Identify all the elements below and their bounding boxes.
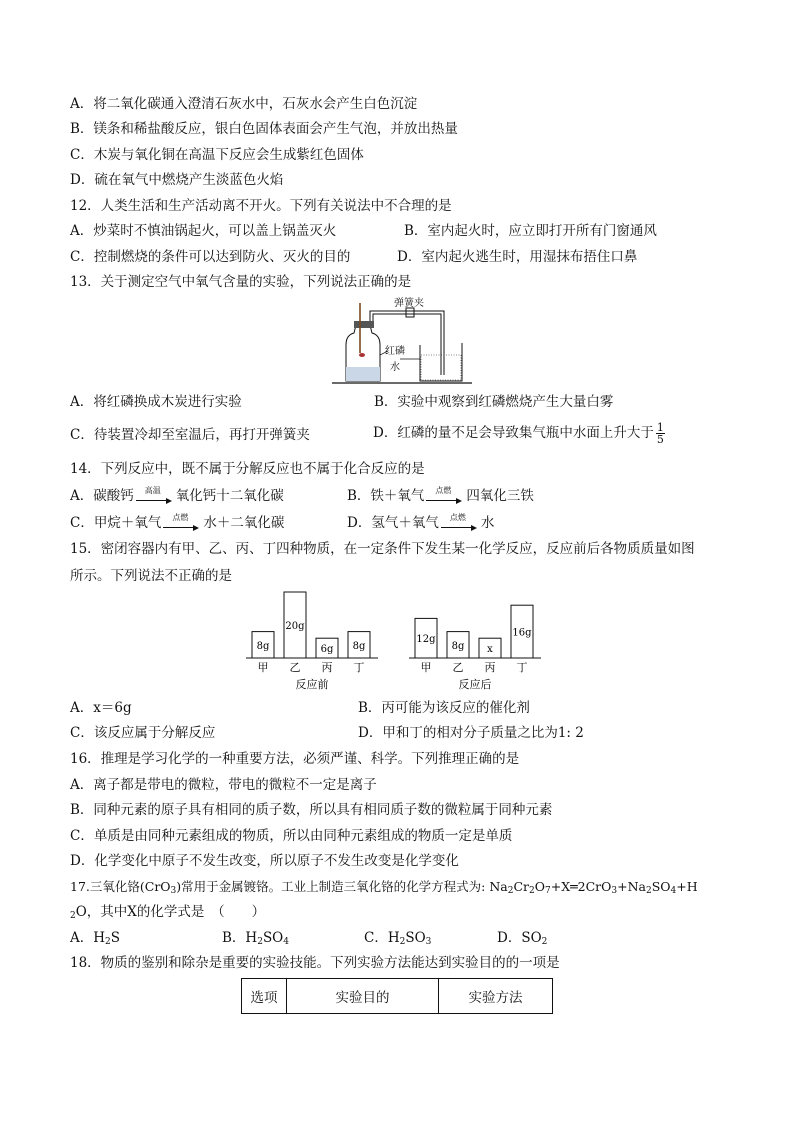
reaction-condition: 点燃 [435,485,452,495]
product: 水＋二氧化碳 [203,515,285,531]
q13-label-clip: 弹簧夹 [394,298,424,309]
text: O [534,879,545,894]
q12-option-a: A．炒菜时不慎油锅起火，可以盖上锅盖灭火 [70,223,337,239]
q15-chart-after [409,586,545,692]
q15-option-d: D．甲和丁的相对分子质量之比为1: 2 [358,725,584,741]
q13-option-b: B．实验中观察到红磷燃烧产生大量白雾 [374,394,614,410]
after-category-label: 丙 [484,661,496,674]
q15-stem-line1: 15．密闭容器内有甲、乙、丙、丁四种物质，在一定条件下发生某一化学反应，反应前后各物质质量如图 [70,541,695,557]
q15-chart-before [246,586,382,692]
product: 氧化钙十二氧化碳 [175,488,284,504]
table-header-cell: 实验目的 [287,979,439,1014]
before-category-label: 甲 [257,661,269,674]
q15-option-c: C．该反应属于分解反应 [70,725,216,741]
after-category-label: 甲 [420,661,432,674]
q16-option-d: D．化学变化中原子不发生改变，所以原子不发生改变是化学变化 [70,853,459,869]
text: +X═2CrO [550,879,612,894]
reactant: C．甲烷＋氧气 [70,515,162,531]
q11-option-c: C．木炭与氧化铜在高温下反应会生成紫红色固体 [70,147,364,163]
fraction [656,422,665,445]
q14-option-c [70,513,284,533]
q12-option-b: B．室内起火时，应立即打开所有门窗通风 [404,223,657,239]
q12-stem: 12．人类生活和生产活动离不开火。下列有关说法中不合理的是 [70,198,452,214]
before-caption: 反应前 [295,678,329,691]
text: +H [676,879,698,894]
q16-option-a: A．离子都是带电的微粒，带电的微粒不一定是离子 [70,777,377,793]
q16-stem: 16．推理是学习化学的一种重要方法，必须严谨、科学。下列推理正确的是 [70,751,520,767]
q17-stem: 17.三氧化铬(CrO$_3$)常用于金属镀铬。工业上制造三氧化铬的化学方程式为: $Na_2Cr_2O_7+X═2CrO_3+Na_2SO_4+H$ [70,879,698,896]
q12-option-d: D．室内起火逃生时，用湿抹布捂住口鼻 [397,249,638,265]
text: SO [405,930,426,946]
table-header-cell: 选项 [242,979,287,1014]
after-value-label: 16g [512,627,532,639]
after-caption: 反应后 [458,678,492,691]
text: )常用于金属镀铬。工业上制造三氧化铬的化学方程式为: Na [176,879,508,894]
q13-option-a: A．将红磷换成木炭进行实验 [70,394,242,410]
fraction-denominator: 5 [656,433,664,446]
q14-option-a [70,486,284,506]
reaction-condition: 高温 [144,485,161,495]
q13-apparatus-figure [332,297,472,385]
reaction-arrow-icon [163,512,201,531]
q18-stem: 18．物质的鉴别和除杂是重要的实验技能。下列实验方法能达到实验目的的一项是 [70,955,560,971]
after-value-label: 12g [416,634,436,646]
q16-option-c: C．单质是由同种元素组成的物质，所以由同种元素组成的物质一定是单质 [70,828,513,844]
before-value-label: 6g [320,644,334,656]
q14-option-d [347,513,494,533]
text: D．SO [497,930,542,946]
reaction-arrow-icon [426,485,464,504]
reactant: D．氢气＋氧气 [347,515,439,531]
q13-option-c: C．待装置冷却至室温后，再打开弹簧夹 [70,427,310,443]
reaction-arrow-icon [441,512,479,531]
q17-option-a: A．$H_2S$ [70,930,121,947]
text: Cr [513,879,530,894]
reaction-arrow-icon [136,485,174,504]
q15-stem-line2: 所示。下列说法不正确的是 [70,568,232,584]
text: SO [262,930,284,946]
q13-stem: 13．关于测定空气中氧气含量的实验，下列说法正确的是 [70,274,412,290]
text: +Na [617,879,646,894]
table-header-cell: 实验方法 [439,979,553,1014]
text: 17.三氧化铬(CrO [70,879,171,894]
reaction-condition: 点燃 [172,512,189,522]
product: 水 [480,515,495,531]
q11-option-d: D．硫在氧气中燃烧产生淡蓝色火焰 [70,172,284,188]
after-value-label: 8g [451,640,465,652]
before-value-label: 8g [256,640,270,652]
q17-stem-line2: $_2$O，其中X的化学式是 （ ） [70,904,266,921]
text: A．H [70,930,106,946]
after-category-label: 乙 [452,661,464,674]
reactant: A．碳酸钙 [70,488,134,504]
q15-option-b: B．丙可能为该反应的催化剂 [358,700,530,716]
q15-option-a: A．x＝6g [70,700,132,716]
product: 四氧化三铁 [466,488,534,504]
before-value-label: 20g [285,621,305,632]
q12-option-c: C．控制燃烧的条件可以达到防火、灭火的目的 [70,249,351,265]
q13-label-phosphorus: 红磷 [385,346,405,357]
reactant: B．铁＋氧气 [347,488,425,504]
q13-label-water: 水 [390,362,400,373]
text: S [110,930,121,946]
q14-stem: 14．下列反应中，既不属于分解反应也不属于化合反应的是 [70,461,425,477]
before-category-label: 丁 [353,661,365,674]
before-value-label: 8g [352,640,366,652]
text: B．H [222,930,258,946]
q16-option-b: B．同种元素的原子具有相同的质子数，所以具有相同质子数的微粒属于同种元素 [70,802,553,818]
after-category-label: 丁 [516,661,528,674]
text: O，其中X的化学式是 （ ） [75,904,266,920]
before-category-label: 丙 [321,661,333,674]
text: C．H [364,930,400,946]
q17-option-d: D．$SO_2$ [497,930,548,947]
q14-option-b [347,486,534,506]
q17-option-c: C．$H_2SO_3$ [364,930,432,947]
fraction-numerator: 1 [656,421,664,434]
q13-option-d-text: D．红磷的量不足会导致集气瓶中水面上升大于 [373,425,654,441]
q17-option-b: B．$H_2SO_4$ [222,930,289,947]
q18-table [241,978,553,1014]
table-header-row [242,979,553,1014]
q13-option-d [373,418,665,448]
text: SO [651,879,671,894]
q11-option-a: A．将二氧化碳通入澄清石灰水中，石灰水会产生白色沉淀 [70,96,418,112]
before-category-label: 乙 [289,661,301,674]
after-value-label: x [487,644,493,656]
q11-option-b: B．镁条和稀盐酸反应，银白色固体表面会产生气泡，并放出热量 [70,121,458,137]
reaction-condition: 点燃 [449,512,466,522]
